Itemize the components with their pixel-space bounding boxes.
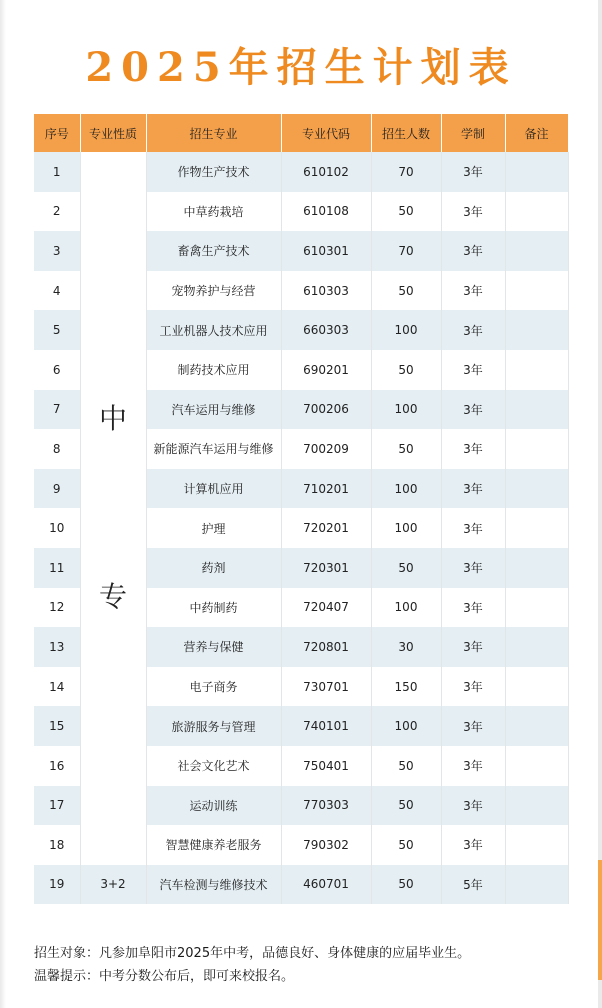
cell-note bbox=[505, 746, 568, 786]
header-serial: 序号 bbox=[34, 114, 80, 152]
cell-years: 3年 bbox=[441, 310, 505, 350]
cell-serial: 5 bbox=[34, 310, 80, 350]
cell-note bbox=[505, 390, 568, 430]
cell-count: 70 bbox=[371, 231, 441, 271]
cell-years: 3年 bbox=[441, 746, 505, 786]
cell-code: 660303 bbox=[281, 310, 371, 350]
nature-char-top: 中 bbox=[98, 402, 127, 436]
cell-years: 3年 bbox=[441, 231, 505, 271]
cell-major: 中药制药 bbox=[146, 588, 281, 628]
cell-note bbox=[505, 310, 568, 350]
cell-note bbox=[505, 469, 568, 509]
table-header-row bbox=[34, 114, 568, 152]
cell-count: 100 bbox=[371, 390, 441, 430]
cell-major: 工业机器人技术应用 bbox=[146, 310, 281, 350]
cell-count: 100 bbox=[371, 310, 441, 350]
cell-count: 50 bbox=[371, 825, 441, 865]
cell-note bbox=[505, 548, 568, 588]
cell-major: 营养与保健 bbox=[146, 627, 281, 667]
cell-years: 3年 bbox=[441, 548, 505, 588]
cell-note bbox=[505, 152, 568, 192]
cell-note bbox=[505, 667, 568, 707]
cell-serial: 6 bbox=[34, 350, 80, 390]
cell-code: 790302 bbox=[281, 825, 371, 865]
cell-serial: 9 bbox=[34, 469, 80, 509]
cell-code: 690201 bbox=[281, 350, 371, 390]
cell-note bbox=[505, 865, 568, 905]
cell-count: 30 bbox=[371, 627, 441, 667]
cell-count: 50 bbox=[371, 192, 441, 232]
cell-count: 50 bbox=[371, 746, 441, 786]
cell-code: 610301 bbox=[281, 231, 371, 271]
table-row bbox=[34, 152, 568, 192]
cell-major: 运动训练 bbox=[146, 786, 281, 826]
header-note: 备注 bbox=[505, 114, 568, 152]
cell-code: 610108 bbox=[281, 192, 371, 232]
cell-years: 3年 bbox=[441, 429, 505, 469]
cell-major: 社会文化艺术 bbox=[146, 746, 281, 786]
cell-serial: 11 bbox=[34, 548, 80, 588]
header-nature: 专业性质 bbox=[80, 114, 146, 152]
cell-count: 100 bbox=[371, 508, 441, 548]
cell-years: 3年 bbox=[441, 152, 505, 192]
header-major: 招生专业 bbox=[146, 114, 281, 152]
cell-note bbox=[505, 350, 568, 390]
cell-years: 3年 bbox=[441, 667, 505, 707]
cell-serial: 13 bbox=[34, 627, 80, 667]
cell-major: 作物生产技术 bbox=[146, 152, 281, 192]
table-row bbox=[34, 865, 568, 905]
cell-code: 720801 bbox=[281, 627, 371, 667]
cell-years: 5年 bbox=[441, 865, 505, 905]
cell-code: 770303 bbox=[281, 786, 371, 826]
cell-serial: 14 bbox=[34, 667, 80, 707]
cell-serial: 10 bbox=[34, 508, 80, 548]
page-right-edge bbox=[598, 0, 602, 1008]
cell-code: 460701 bbox=[281, 865, 371, 905]
cell-years: 3年 bbox=[441, 271, 505, 311]
header-code: 专业代码 bbox=[281, 114, 371, 152]
cell-note bbox=[505, 429, 568, 469]
nature-cell-vocational bbox=[80, 152, 146, 865]
cell-count: 100 bbox=[371, 588, 441, 628]
cell-serial: 3 bbox=[34, 231, 80, 271]
cell-nature: 3+2 bbox=[80, 865, 146, 905]
cell-years: 3年 bbox=[441, 192, 505, 232]
cell-serial: 18 bbox=[34, 825, 80, 865]
page-right-accent bbox=[598, 860, 602, 980]
cell-count: 50 bbox=[371, 548, 441, 588]
cell-count: 50 bbox=[371, 786, 441, 826]
cell-note bbox=[505, 825, 568, 865]
cell-code: 720201 bbox=[281, 508, 371, 548]
cell-serial: 12 bbox=[34, 588, 80, 628]
cell-code: 720407 bbox=[281, 588, 371, 628]
cell-major: 电子商务 bbox=[146, 667, 281, 707]
nature-char-bottom: 专 bbox=[98, 580, 127, 614]
cell-count: 50 bbox=[371, 271, 441, 311]
cell-serial: 4 bbox=[34, 271, 80, 311]
cell-note bbox=[505, 706, 568, 746]
cell-major: 汽车检测与维修技术 bbox=[146, 865, 281, 905]
cell-serial: 7 bbox=[34, 390, 80, 430]
cell-code: 740101 bbox=[281, 706, 371, 746]
cell-major: 制药技术应用 bbox=[146, 350, 281, 390]
cell-years: 3年 bbox=[441, 825, 505, 865]
cell-code: 750401 bbox=[281, 746, 371, 786]
cell-count: 100 bbox=[371, 706, 441, 746]
cell-years: 3年 bbox=[441, 469, 505, 509]
cell-major: 计算机应用 bbox=[146, 469, 281, 509]
cell-years: 3年 bbox=[441, 390, 505, 430]
cell-count: 50 bbox=[371, 350, 441, 390]
cell-serial: 19 bbox=[34, 865, 80, 905]
cell-count: 100 bbox=[371, 469, 441, 509]
cell-major: 药剂 bbox=[146, 548, 281, 588]
cell-note bbox=[505, 271, 568, 311]
cell-code: 610303 bbox=[281, 271, 371, 311]
cell-code: 710201 bbox=[281, 469, 371, 509]
cell-years: 3年 bbox=[441, 627, 505, 667]
cell-note bbox=[505, 627, 568, 667]
enrollment-plan-table bbox=[34, 114, 569, 904]
cell-note bbox=[505, 786, 568, 826]
header-years: 学制 bbox=[441, 114, 505, 152]
cell-code: 720301 bbox=[281, 548, 371, 588]
page-title: 2025年招生计划表 bbox=[85, 44, 517, 91]
cell-note bbox=[505, 231, 568, 271]
cell-serial: 1 bbox=[34, 152, 80, 192]
cell-major: 宠物养护与经营 bbox=[146, 271, 281, 311]
cell-years: 3年 bbox=[441, 350, 505, 390]
cell-note bbox=[505, 508, 568, 548]
cell-serial: 15 bbox=[34, 706, 80, 746]
cell-serial: 16 bbox=[34, 746, 80, 786]
cell-serial: 8 bbox=[34, 429, 80, 469]
cell-count: 50 bbox=[371, 865, 441, 905]
cell-years: 3年 bbox=[441, 508, 505, 548]
enrollment-target-note: 招生对象：凡参加阜阳市2025年中考，品德良好、身体健康的应届毕业生。 bbox=[34, 946, 471, 961]
cell-major: 汽车运用与维修 bbox=[146, 390, 281, 430]
cell-major: 新能源汽车运用与维修 bbox=[146, 429, 281, 469]
cell-code: 700209 bbox=[281, 429, 371, 469]
cell-code: 700206 bbox=[281, 390, 371, 430]
header-count: 招生人数 bbox=[371, 114, 441, 152]
cell-code: 610102 bbox=[281, 152, 371, 192]
cell-count: 150 bbox=[371, 667, 441, 707]
cell-major: 畜禽生产技术 bbox=[146, 231, 281, 271]
cell-note bbox=[505, 192, 568, 232]
cell-major: 旅游服务与管理 bbox=[146, 706, 281, 746]
cell-major: 中草药栽培 bbox=[146, 192, 281, 232]
cell-code: 730701 bbox=[281, 667, 371, 707]
cell-note bbox=[505, 588, 568, 628]
cell-serial: 17 bbox=[34, 786, 80, 826]
cell-serial: 2 bbox=[34, 192, 80, 232]
cell-major: 护理 bbox=[146, 508, 281, 548]
cell-count: 50 bbox=[371, 429, 441, 469]
cell-count: 70 bbox=[371, 152, 441, 192]
cell-years: 3年 bbox=[441, 706, 505, 746]
reminder-note: 温馨提示：中考分数公布后，即可来校报名。 bbox=[34, 969, 295, 984]
cell-years: 3年 bbox=[441, 588, 505, 628]
page-left-edge bbox=[0, 0, 6, 1008]
notes-section bbox=[34, 942, 594, 988]
cell-years: 3年 bbox=[441, 786, 505, 826]
cell-major: 智慧健康养老服务 bbox=[146, 825, 281, 865]
